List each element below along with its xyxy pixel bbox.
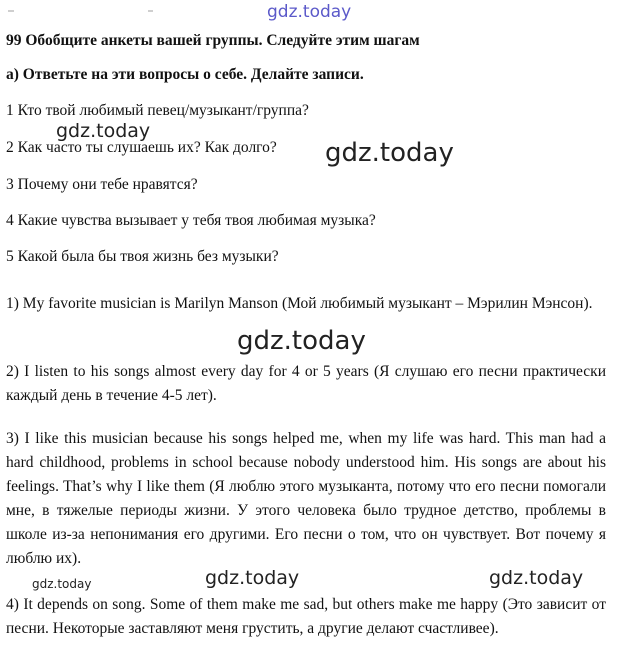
answer-3: 3) I like this musician because his songs helped me, when my life was hard. This man had a hard childhood, problems in school because nobody understood him. His songs are about his feelings. That’s why I like them (Я люблю этого музыканта, потому что его песни помогали мне, в тяжелые периоды жизни. У этого человека было трудное детство, проблемы в школе из-за непонимания его другими. Его песни о том, что он чувствует. Вот почему я люблю их). [6,430,606,567]
answer-2: 2) I listen to his songs almost every day for 4 or 5 years (Я слушаю его песни практически каждый день в течение 4-5 лет). [6,363,606,404]
answer-1: 1) My favorite musician is Marilyn Manson (Мой любимый музыкант – Мэрилин Мэнсон). [6,295,593,312]
exercise-title: 99 Обобщите анкеты вашей группы. Следуйте этим шагам [6,32,420,49]
scan-artifact [148,10,153,12]
question-4: 4 Какие чувства вызывает у тебя твоя любимая музыка? [6,212,376,229]
watermark: gdz.today [237,326,366,356]
question-2: 2 Как часто ты слушаешь их? Как долго? [6,139,277,156]
question-5: 5 Какой была бы твоя жизнь без музыки? [6,248,279,265]
watermark: gdz.today [56,120,151,142]
watermark: gdz.today [325,138,454,168]
watermark: gdz.today [32,577,92,591]
scan-artifact [8,10,14,12]
watermark: gdz.today [267,2,352,22]
watermark: gdz.today [205,567,300,589]
watermark: gdz.today [489,567,584,589]
question-3: 3 Почему они тебе нравятся? [6,176,198,193]
answer-4: 4) It depends on song. Some of them make me sad, but others make me happy (Это зависит от песни. Некоторые заставляют меня грустить, а другие делают счастливее). [6,596,606,637]
question-1: 1 Кто твой любимый певец/музыкант/группа? [6,102,309,119]
exercise-subtitle: а) Ответьте на эти вопросы о себе. Делайте записи. [6,66,364,83]
